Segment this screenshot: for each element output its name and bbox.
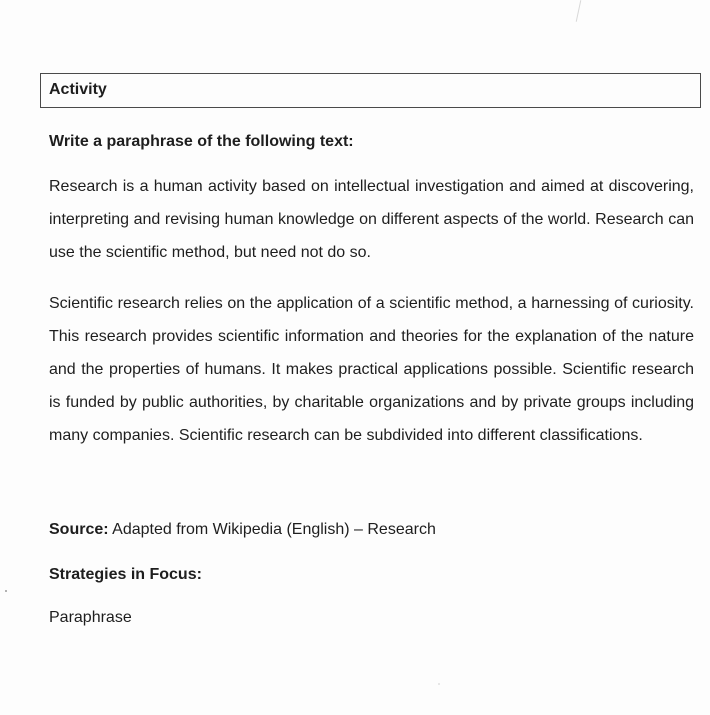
scan-artifact-dot [438,683,440,685]
activity-header-box [40,73,701,108]
scan-artifact-dot [5,590,7,592]
source-line [49,521,436,539]
scan-artifact-line [576,0,582,22]
activity-title: Activity [49,81,107,98]
strategies-heading: Strategies in Focus: [49,566,202,583]
strategy-item: Paraphrase [49,609,132,626]
source-text: Adapted from Wikipedia (English) – Research [108,521,436,538]
paragraph-1: Research is a human activity based on intellectual investigation and aimed at discovering, interpreting and revising human knowledge on different aspects of the world. Research can use the scientific method, but need not do so. [49,178,694,261]
paragraph-2: Scientific research relies on the application of a scientific method, a harnessing of curiosity. This research provides scientific information and theories for the explanation of the nature and the properties of humans. It makes practical applications possible. Scientific research is funded by public authorities, by charitable organizations and by private groups including many companies. Scientific research can be subdivided into different classifications. [49,295,694,444]
source-label: Source: [49,521,109,538]
instruction-heading: Write a paraphrase of the following text: [49,133,354,150]
